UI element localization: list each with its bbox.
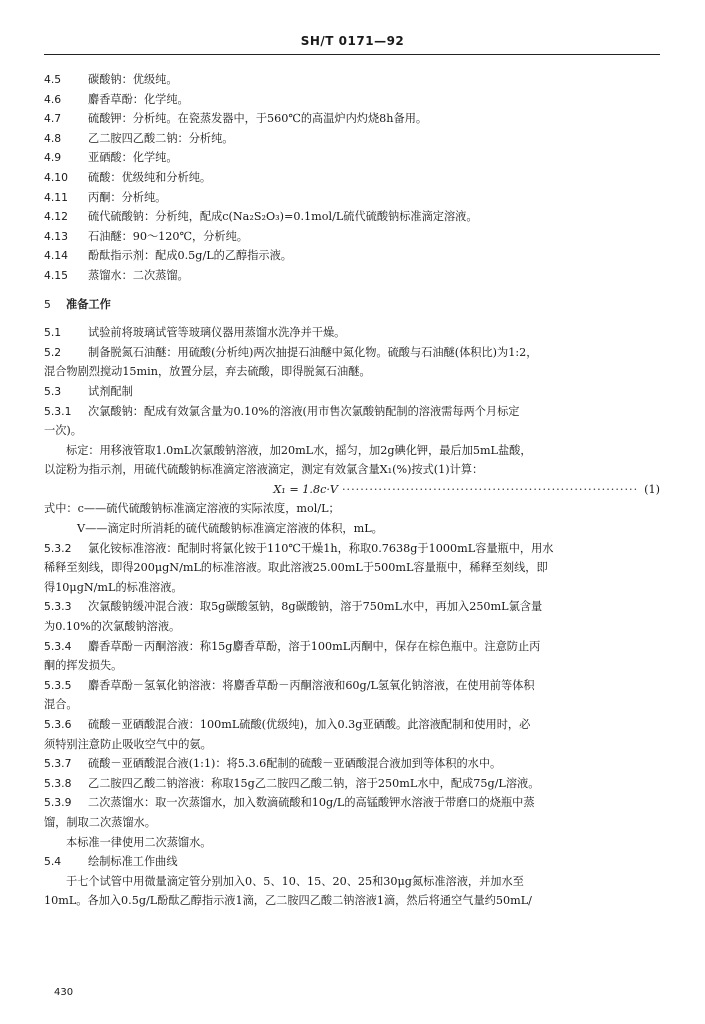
reagent-item xyxy=(44,148,660,168)
clause-5-3-5 xyxy=(44,676,660,715)
note-line: 本标准一律使用二次蒸馏水。 xyxy=(66,835,212,849)
clause-text: 硫酸－亚硒酸混合液：100mL硫酸(优级纯)，加入0.3g亚硒酸。此溶液配制和使用时，必 xyxy=(88,718,531,731)
clause-5-3-6 xyxy=(44,715,660,754)
clause-text: 硫酸－亚硒酸混合液(1:1)：将5.3.6配制的硫酸－亚硒酸混合液加到等体积的水中。 xyxy=(88,757,502,771)
clause-text-cont: 一次)。 xyxy=(44,424,82,438)
header-rule xyxy=(44,54,660,55)
clause-number: 5.3.9 xyxy=(44,796,72,810)
where-line: 式中：c——硫代硫酸钠标准滴定溶液的实际浓度，mol/L； xyxy=(44,502,340,516)
clause-text: 蒸馏水：二次蒸馏。 xyxy=(88,268,189,282)
clause-text-cont: 得10μgN/mL的标准溶液。 xyxy=(44,580,183,594)
reagent-item xyxy=(44,227,660,247)
clause-number: 5.3 xyxy=(44,384,62,398)
clause-5-4-paragraph xyxy=(44,872,660,911)
clause-number: 5.3.1 xyxy=(44,404,72,418)
clause-number: 5.3.2 xyxy=(44,541,72,555)
clause-text-cont: 馏，制取二次蒸馏水。 xyxy=(44,815,156,829)
calibration-paragraph xyxy=(44,441,660,480)
formula-label: (1) xyxy=(644,482,660,496)
clause-text: 麝香草酚－氢氧化钠溶液：将麝香草酚－丙酮溶液和60g/L氢氧化钠溶液，在使用前等体积 xyxy=(88,678,535,692)
clause-text: 次氯酸钠：配成有效氯含量为0.10%的溶液(用市售次氯酸钠配制的溶液需每两个月标定 xyxy=(88,404,520,418)
clause-5-4 xyxy=(44,852,660,872)
clause-5-1 xyxy=(44,323,660,343)
document-body xyxy=(44,70,660,911)
clause-text: 丙酮：分析纯。 xyxy=(88,190,167,204)
clause-number: 4.9 xyxy=(44,151,62,165)
reagent-item xyxy=(44,168,660,188)
paragraph-line: 以淀粉为指示剂，用硫代硫酸钠标准滴定溶液滴定，测定有效氯含量X₁(%)按式(1)计算： xyxy=(44,463,484,477)
reagent-item xyxy=(44,188,660,208)
formula-expression: X₁ = 1.8c·V xyxy=(273,482,338,496)
formula-1 xyxy=(44,480,660,500)
clause-text: 试验前将玻璃试管等玻璃仪器用蒸馏水洗净并干燥。 xyxy=(88,326,346,340)
clause-5-3-4 xyxy=(44,637,660,676)
clause-text-cont: 为0.10%的次氯酸钠溶液。 xyxy=(44,620,181,634)
clause-5-3-2 xyxy=(44,539,660,598)
clause-5-2 xyxy=(44,343,660,382)
clause-text: 二次蒸馏水：取一次蒸馏水，加入数滴硫酸和10g/L的高锰酸钾水溶液于带磨口的烧瓶中蒸 xyxy=(88,796,535,810)
clause-number: 4.11 xyxy=(44,190,69,204)
clause-number: 5.3.7 xyxy=(44,757,72,771)
clause-text: 麝香草酚－丙酮溶液：称15g麝香草酚，溶于100mL丙酮中，保存在棕色瓶中。注意防止丙 xyxy=(88,639,541,653)
clause-text-cont: 混合。 xyxy=(44,698,78,712)
reagent-item xyxy=(44,246,660,266)
clause-text: 麝香草酚：化学纯。 xyxy=(88,92,189,106)
reagent-list xyxy=(44,70,660,286)
paragraph-line: 10mL。各加入0.5g/L酚酞乙醇指示液1滴，乙二胺四乙酸二钠溶液1滴，然后将通空气量约50mL/ xyxy=(44,894,532,908)
clause-text: 石油醚：90～120℃，分析纯。 xyxy=(88,229,248,243)
clause-text: 绘制标准工作曲线 xyxy=(88,855,178,869)
reagent-item xyxy=(44,90,660,110)
clause-number: 4.10 xyxy=(44,170,69,184)
clause-text: 次氯酸钠缓冲混合液：取5g碳酸氢钠，8g碳酸钠，溶于750mL水中，再加入250mL氯含量 xyxy=(88,600,543,614)
paragraph-line: 标定：用移液管取1.0mL次氯酸钠溶液，加20mL水，摇匀，加2g碘化钾，最后加5mL盐酸， xyxy=(66,443,532,457)
clause-number: 5.1 xyxy=(44,326,62,340)
clause-number: 5.3.5 xyxy=(44,678,72,692)
clause-number: 4.8 xyxy=(44,131,62,145)
clause-text: 亚硒酸：化学纯。 xyxy=(88,151,178,165)
clause-text: 碳酸钠：优级纯。 xyxy=(88,73,178,86)
clause-5-3-1 xyxy=(44,402,660,441)
clause-number: 5.2 xyxy=(44,345,62,359)
clause-text-cont: 酮的挥发损失。 xyxy=(44,659,123,673)
section-number: 5 xyxy=(44,297,51,311)
clause-number: 4.5 xyxy=(44,73,62,86)
clause-text-cont: 稀释至刻线，即得200μgN/mL的标准溶液。取此溶液25.00mL于500mL容量瓶中，稀释至刻线，即 xyxy=(44,561,548,575)
clause-number: 4.14 xyxy=(44,249,69,263)
clause-number: 5.3.6 xyxy=(44,718,72,731)
reagent-item xyxy=(44,70,660,90)
clause-text: 试剂配制 xyxy=(88,384,133,398)
reagent-item xyxy=(44,129,660,149)
clause-5-3-7 xyxy=(44,754,660,774)
section-heading xyxy=(44,295,660,315)
clause-text: 硫代硫酸钠：分析纯，配成c(Na₂S₂O₃)=0.1mol/L硫代硫酸钠标准滴定溶液。 xyxy=(88,210,478,224)
clause-5-3-3 xyxy=(44,597,660,636)
paragraph-line: 于七个试管中用微量滴定管分别加入0、5、10、15、20、25和30μg氮标准溶液，并加水至 xyxy=(66,874,524,888)
clause-number: 4.13 xyxy=(44,229,69,243)
clause-number: 4.15 xyxy=(44,268,69,282)
clause-number: 5.4 xyxy=(44,855,62,869)
clause-number: 5.3.8 xyxy=(44,776,72,790)
clause-number: 4.12 xyxy=(44,210,69,224)
clause-text: 硫酸钾：分析纯。在瓷蒸发器中，于560℃的高温炉内灼烧8h备用。 xyxy=(88,112,428,126)
clause-5-3-9 xyxy=(44,793,660,832)
clause-text: 酚酞指示剂：配成0.5g/L的乙醇指示液。 xyxy=(88,249,292,263)
clause-number: 4.7 xyxy=(44,112,62,126)
section-title: 准备工作 xyxy=(66,297,111,311)
clause-5-3-8 xyxy=(44,774,660,794)
formula-where xyxy=(44,499,660,538)
clause-text: 乙二胺四乙酸二钠：分析纯。 xyxy=(88,131,234,145)
where-line: V——滴定时所消耗的硫代硫酸钠标准滴定溶液的体积，mL。 xyxy=(77,522,383,536)
clause-5-3 xyxy=(44,382,660,402)
reagent-item xyxy=(44,109,660,129)
page-number: 430 xyxy=(54,987,74,998)
clause-number: 4.6 xyxy=(44,92,62,106)
clause-number: 5.3.3 xyxy=(44,600,72,614)
reagent-item xyxy=(44,207,660,227)
clause-text: 制备脱氮石油醚：用硫酸(分析纯)两次抽提石油醚中氮化物。硫酸与石油醚(体积比)为1:2， xyxy=(88,345,538,359)
page-header: SH/T 0171—92 xyxy=(300,34,405,48)
reagent-item xyxy=(44,266,660,286)
clause-text-cont: 须特别注意防止吸收空气中的氨。 xyxy=(44,737,212,751)
clause-text: 氯化铵标准溶液：配制时将氯化铵于110℃干燥1h，称取0.7638g于1000mL容量瓶中，用水 xyxy=(88,541,554,555)
clause-text: 硫酸：优级纯和分析纯。 xyxy=(88,170,212,184)
clause-text-cont: 混合物剧烈搅动15min，放置分层，弃去硫酸，即得脱氮石油醚。 xyxy=(44,365,371,379)
clause-text: 乙二胺四乙酸二钠溶液：称取15g乙二胺四乙酸二钠，溶于250mL水中，配成75g/L溶液。 xyxy=(88,776,540,790)
clause-number: 5.3.4 xyxy=(44,639,72,653)
formula-leader: ································································· xyxy=(341,482,639,496)
